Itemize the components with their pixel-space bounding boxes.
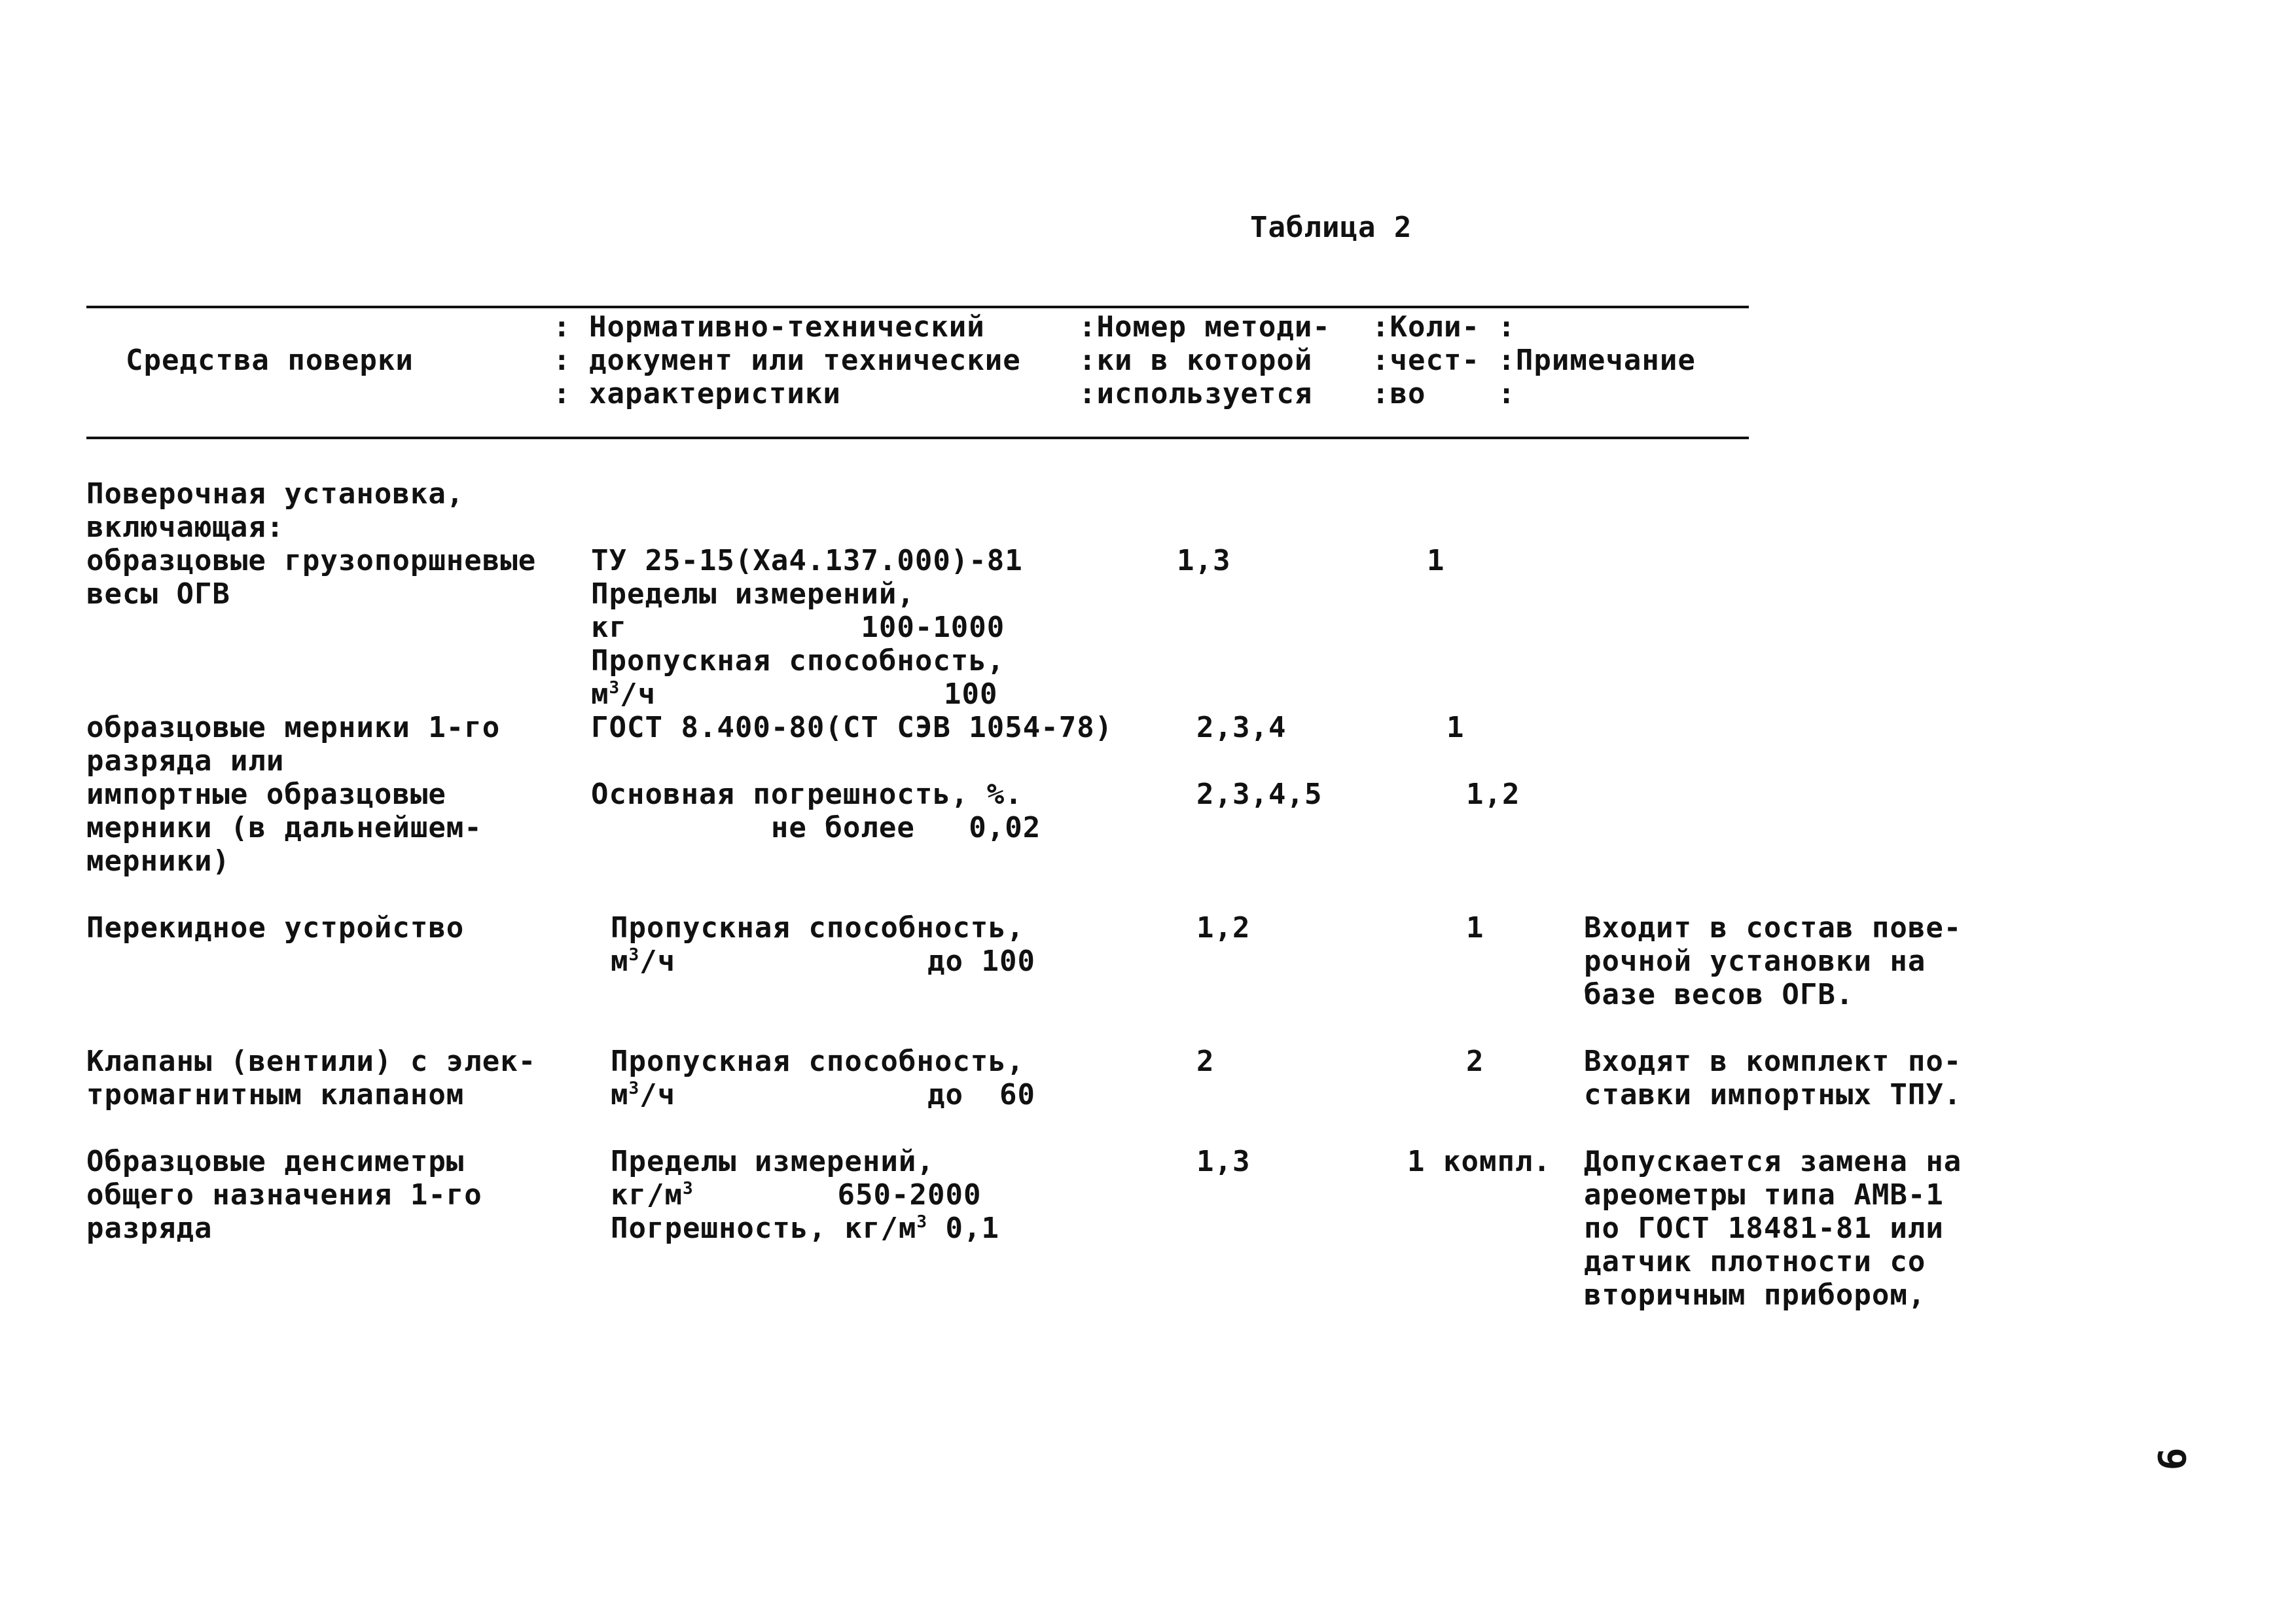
row-measures-doc: ГОСТ 8.400-80(СТ СЭВ 1054-78) [591, 711, 1113, 744]
row-valves-doc-l1: Пропускная способность, [611, 1045, 1025, 1078]
row-scales-name-l2: весы ОГВ [86, 577, 230, 611]
row-imported-qty: 1,2 [1466, 778, 1520, 811]
row-switch-doc-l1: Пропускная способность, [611, 911, 1025, 945]
row-measures-qty: 1 [1446, 711, 1465, 744]
row-densimeters-note-l1: Допускается замена на [1584, 1145, 1962, 1178]
row-valves-note-l1: Входят в комплект по- [1584, 1045, 1962, 1078]
row-valves-method: 2 [1196, 1045, 1215, 1078]
header-col-method-l2: :ки в которой [1079, 344, 1313, 377]
row-switch-note-l3: базе весов ОГВ. [1584, 978, 1854, 1011]
header-col-document-l3: : характеристики [553, 377, 841, 410]
header-col-method-l3: :используется [1079, 377, 1313, 410]
header-col-qty-note-l3: :во : [1372, 377, 1516, 410]
row-densimeters-note-l2: ареометры типа АМВ-1 [1584, 1178, 1944, 1212]
row-switch-note-l1: Входит в состав пове- [1584, 911, 1962, 945]
row-densimeters-note-l3: по ГОСТ 18481-81 или [1584, 1212, 1944, 1245]
page-number: 9 [2149, 1447, 2194, 1471]
row-valves-doc-l2 [611, 1078, 1035, 1111]
unit-rest: /ч 100 [620, 677, 998, 711]
header-bottom-rule [86, 437, 1749, 439]
header-col-qty-note-l2: :чест- :Примечание [1372, 344, 1696, 377]
row-imported-name-l2: мерники (в дальнейшем- [86, 811, 482, 844]
header-col-qty-note-l1: :Коли- : [1372, 310, 1516, 344]
row-valves-qty: 2 [1466, 1045, 1484, 1078]
header-top-rule [86, 306, 1749, 308]
row-densimeters-name-l2: общего назначения 1-го [86, 1178, 482, 1212]
row-imported-name-l3: мерники) [86, 844, 230, 878]
error-label: Погрешность, кг/м [611, 1212, 917, 1245]
unit-superscript: 3 [628, 1079, 640, 1098]
row-densimeters-name-l1: Образцовые денсиметры [86, 1145, 465, 1178]
unit-rest: /ч до 60 [639, 1078, 1035, 1111]
unit: м [591, 677, 609, 711]
unit: м [611, 1078, 629, 1111]
row-setup-name-l1: Поверочная установка, [86, 477, 465, 511]
row-switch-qty: 1 [1466, 911, 1484, 945]
row-measures-name-l2: разряда или [86, 744, 285, 778]
unit-rest: 650-2000 [693, 1178, 982, 1212]
header-col-document-l2: : документ или технические [553, 344, 1021, 377]
row-scales-name-l1: образцовые грузопоршневые [86, 544, 537, 577]
row-densimeters-name-l3: разряда [86, 1212, 213, 1245]
row-imported-method: 2,3,4,5 [1196, 778, 1323, 811]
row-switch-note-l2: рочной установки на [1584, 945, 1926, 978]
unit-superscript: 3 [628, 945, 640, 965]
unit-superscript: 3 [916, 1212, 927, 1232]
unit: м [611, 945, 629, 978]
row-imported-doc-l1: Основная погрешность, %. [591, 778, 1023, 811]
row-valves-name-l1: Клапаны (вентили) с элек- [86, 1045, 537, 1078]
row-densimeters-qty: 1 компл. [1407, 1145, 1551, 1178]
row-measures-name-l1: образцовые мерники 1-го [86, 711, 501, 744]
row-setup-name-l2: включающая: [86, 511, 285, 544]
row-scales-doc-l4: Пропускная способность, [591, 644, 1005, 677]
row-densimeters-note-l4: датчик плотности со [1584, 1245, 1926, 1278]
row-switch-doc-l2 [611, 945, 1035, 978]
header-col-method-l1: :Номер методи- [1079, 310, 1331, 344]
header-col-document-l1: : Нормативно-технический [553, 310, 985, 344]
row-densimeters-doc-l1: Пределы измерений, [611, 1145, 935, 1178]
error-value: 0,1 [927, 1212, 999, 1245]
row-imported-name-l1: импортные образцовые [86, 778, 446, 811]
row-switch-method: 1,2 [1196, 911, 1251, 945]
row-switch-name: Перекидное устройство [86, 911, 465, 945]
table-title: Таблица 2 [1250, 211, 1412, 244]
unit: кг/м [611, 1178, 683, 1212]
row-scales-qty: 1 [1427, 544, 1445, 577]
row-scales-method: 1,3 [1177, 544, 1231, 577]
row-scales-doc-l1: ТУ 25-15(Ха4.137.000)-81 [591, 544, 1023, 577]
row-scales-doc-l5 [591, 677, 997, 711]
row-densimeters-doc-l2 [611, 1178, 981, 1212]
row-densimeters-method: 1,3 [1196, 1145, 1251, 1178]
row-scales-doc-l3: кг 100-1000 [591, 611, 1005, 644]
header-col-means: Средства поверки [126, 344, 414, 377]
row-measures-method: 2,3,4 [1196, 711, 1287, 744]
unit-superscript: 3 [609, 678, 620, 698]
row-scales-doc-l2: Пределы измерений, [591, 577, 915, 611]
row-densimeters-note-l5: вторичным прибором, [1584, 1278, 1926, 1312]
row-valves-name-l2: тромагнитным клапаном [86, 1078, 465, 1111]
row-valves-note-l2: ставки импортных ТПУ. [1584, 1078, 1962, 1111]
unit-superscript: 3 [682, 1179, 694, 1199]
row-imported-doc-l2: не более 0,02 [591, 811, 1041, 844]
row-densimeters-doc-l3 [611, 1212, 999, 1245]
unit-rest: /ч до 100 [639, 945, 1035, 978]
